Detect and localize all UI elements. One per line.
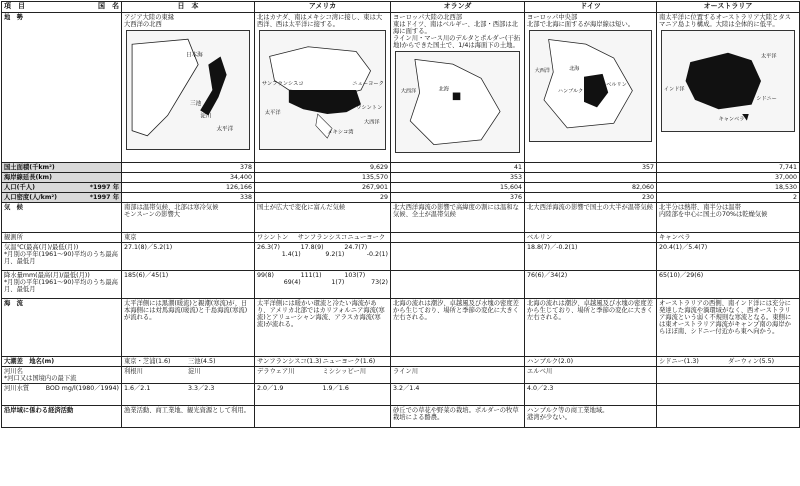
header-netherlands: オランダ xyxy=(391,2,525,13)
river-netherlands: ライン川 xyxy=(391,367,525,384)
current-germany: 北海の流れは潮汐、卓越風及び水塊の密度差から生じており、場所と季節の変化に大きく左右される。 xyxy=(525,299,657,357)
temperature-germany: 18.8(7)／-0.2(1) xyxy=(525,243,657,271)
population-japan: 126,166 xyxy=(122,182,255,192)
terrain-label: 地 勢 xyxy=(2,12,122,162)
current-australia: オーストラリアの西側、南インド洋には充分に発達した海流や渦環域がなく、西オーストラリア海流という弱く不規則な寒流となる。東側には東オーストラリア海流がキャンプ南の海岸からほぼ南、シドニー付近から東へ向かう。 xyxy=(657,299,800,357)
climate-germany: 北大西洋海流の影響で国土の大半が温帯気候 xyxy=(525,203,657,233)
terrain-japan: アジア大陸の東縁 大西洋の北西 日本海 太平洋 三池 淀川 xyxy=(122,12,255,162)
map-label-miike: 三池 xyxy=(190,101,202,108)
map-label-san-francisco: サンフランシスコ xyxy=(261,81,304,88)
rainfall-germany: 76(6)／34(2) xyxy=(525,271,657,299)
population-usa: 267,901 xyxy=(255,182,391,192)
temperature-usa: 26.3(7) 1.4(1) 17.8(9) 9.2(1) 24.7(7) -0.2(1) xyxy=(255,243,391,271)
header-usa: アメリカ xyxy=(255,2,391,13)
header-row xyxy=(2,2,800,13)
river-label: 河川名 *河口又は国境内の最下流 xyxy=(2,367,122,384)
current-japan: 太平洋側には黒潮(暖流)と親潮(寒流)が、日本海側には対馬海流(暖流)と千島海流(寒流)が流れる。 xyxy=(122,299,255,357)
economy-netherlands: 砂丘での草花や野菜の栽培。ポルダーの牧草栽培による酪農。 xyxy=(391,406,525,428)
coast-australia: 37,000 xyxy=(657,172,800,182)
coast-netherlands: 353 xyxy=(391,172,525,182)
australia-map xyxy=(661,30,795,132)
rainfall-usa: 99(8) 69(4) 111(1) 1(7) 103(7) 73(2) xyxy=(255,271,391,299)
climate-label: 気 候 xyxy=(2,203,122,233)
area-row xyxy=(2,162,800,172)
area-australia: 7,741 xyxy=(657,162,800,172)
river-germany: エルベ川 xyxy=(525,367,657,384)
density-row xyxy=(2,192,800,202)
map-label-us-pacific: 太平洋 xyxy=(264,109,281,116)
density-germany: 230 xyxy=(525,192,657,202)
river-usa: デラウェア川 ミシシッピー川 xyxy=(255,367,391,384)
map-label-new-york: ニューヨーク xyxy=(352,81,384,88)
header-japan: 日 本 xyxy=(122,2,255,13)
tide-label: 大潮差 地名(m) xyxy=(2,357,122,367)
map-label-us-atlantic: 大西洋 xyxy=(363,119,380,126)
coast-japan: 34,400 xyxy=(122,172,255,182)
density-netherlands: 376 xyxy=(391,192,525,202)
coast-row xyxy=(2,172,800,182)
temperature-australia: 20.4(1)／5.4(7) xyxy=(657,243,800,271)
header-germany: ドイツ xyxy=(525,2,657,13)
terrain-netherlands: ヨーロッパ大陸の北西部 東はドイツ、南はベルギー、北部・西部は北海に面する。 ライン川・マース川のデルタとポルダー(干拓地)からできた国土で、1/4は海面下の土地。 大西洋 北海 xyxy=(391,12,525,162)
current-netherlands: 北海の流れは潮汐、卓越風及び水塊の密度差から生じており、場所と季節の変化に大きく左右される。 xyxy=(391,299,525,357)
rainfall-label: 降水量mm(最高(月)/最低(月)) *月別の平年(1961～90)平均のうち最高月、最低月 xyxy=(2,271,122,299)
map-label-canberra: キャンベラ xyxy=(718,116,745,123)
bod-label: 河川水質 BOD mg/l(1980／1994) xyxy=(2,384,122,406)
density-australia: 2 xyxy=(657,192,800,202)
rainfall-netherlands xyxy=(391,271,525,299)
header-australia: オーストラリア xyxy=(657,2,800,13)
rainfall-australia: 65(10)／29(6) xyxy=(657,271,800,299)
netherlands-map xyxy=(395,51,520,153)
economy-japan: 漁業活動、商工業地、観光資源として利用。 xyxy=(122,406,255,428)
map-label-de-atlantic: 大西洋 xyxy=(534,67,550,74)
current-usa: 太平洋側には暖かい環流と冷たい海流があり、アメリカ北部ではカリフォルニア海流(寒流)とアリューシャン海流、アラスカ海流(寒流)が流れる。 xyxy=(255,299,391,357)
station-usa: ワシントン サンフランシスコ ニューヨーク xyxy=(255,233,391,243)
map-label-gulf: メキシコ湾 xyxy=(327,129,354,136)
map-label-berlin: ベルリン xyxy=(606,81,627,88)
coast-label: 海岸線延長(km) xyxy=(2,172,122,182)
map-label-sea-of-japan: 日本海 xyxy=(185,52,203,59)
bod-netherlands: 3.2／1.4 xyxy=(391,384,525,406)
area-label: 国土面積(千km²) xyxy=(2,162,122,172)
tide-row xyxy=(2,357,800,367)
usa-map xyxy=(259,30,386,150)
population-netherlands: 15,604 xyxy=(391,182,525,192)
population-australia: 18,530 xyxy=(657,182,800,192)
map-label-pacific: 太平洋 xyxy=(216,126,234,133)
economy-germany: ハンブルク等の商工業地域。 港湾が少ない。 xyxy=(525,406,657,428)
temperature-japan: 27.1(8)／5.2(1) xyxy=(122,243,255,271)
population-label: 人口(千人) *1997 年 xyxy=(2,182,122,192)
tide-japan: 東京・芝浦(1.6) 三池(4.5) xyxy=(122,357,255,367)
map-label-yodo: 淀川 xyxy=(200,113,212,120)
header-item-cell: 項 目 国 名 xyxy=(2,2,122,13)
area-japan: 378 xyxy=(122,162,255,172)
density-usa: 29 xyxy=(255,192,391,202)
coast-usa: 135,570 xyxy=(255,172,391,182)
tide-australia: シドニー(1.3) ダーウィン(5.5) xyxy=(657,357,800,367)
bod-australia xyxy=(657,384,800,406)
japan-map xyxy=(126,30,250,150)
temperature-netherlands xyxy=(391,243,525,271)
bod-row xyxy=(2,384,800,406)
map-label-washington: ワシントン xyxy=(356,105,383,112)
station-australia: キャンベラ xyxy=(657,233,800,243)
current-label: 海 流 xyxy=(2,299,122,357)
coast-germany xyxy=(525,172,657,182)
map-label-de-north-sea: 北海 xyxy=(569,66,580,73)
current-row xyxy=(2,299,800,357)
river-australia xyxy=(657,367,800,384)
climate-japan: 南部は温帯気候、北部は寒冷気候 モンスーンの影響大 xyxy=(122,203,255,233)
map-label-nl-atlantic: 大西洋 xyxy=(400,88,417,95)
tide-germany: ハンブルク(2.0) xyxy=(525,357,657,367)
station-germany: ベルリン xyxy=(525,233,657,243)
climate-australia: 北半分は熱帯、南半分は温帯 内陸部を中心に国土の70%は乾燥気候 xyxy=(657,203,800,233)
rainfall-row xyxy=(2,271,800,299)
terrain-australia: 南太平洋に位置するオーストラリア大陸とタスマニア島より構成。大陸は全体的に低平。 太平洋 インド洋 シドニー キャンベラ xyxy=(657,12,800,162)
tide-netherlands xyxy=(391,357,525,367)
temperature-row xyxy=(2,243,800,271)
bod-usa: 2.0／1.9 1.9／1.6 xyxy=(255,384,391,406)
area-germany: 357 xyxy=(525,162,657,172)
river-row xyxy=(2,367,800,384)
economy-label: 沿岸域に係わる経済活動 xyxy=(2,406,122,428)
area-usa: 9,629 xyxy=(255,162,391,172)
density-japan: 338 xyxy=(122,192,255,202)
economy-usa xyxy=(255,406,391,428)
station-netherlands xyxy=(391,233,525,243)
density-label: 人口密度(人/km²) *1997 年 xyxy=(2,192,122,202)
terrain-usa: 北はカナダ、南はメキシコ湾に接し、東は大西洋、西は太平洋に接する。 サンフランシスコ ワシントン ニューヨーク 太平洋 大西洋 メキシコ湾 xyxy=(255,12,391,162)
economy-australia xyxy=(657,406,800,428)
economy-row xyxy=(2,406,800,428)
map-label-hamburg: ハンブルク xyxy=(557,88,584,95)
bod-germany: 4.0／2.3 xyxy=(525,384,657,406)
river-japan: 利根川 淀川 xyxy=(122,367,255,384)
germany-map xyxy=(529,30,652,142)
climate-row xyxy=(2,203,800,233)
population-row xyxy=(2,182,800,192)
climate-netherlands: 北大西洋海流の影響で高緯度の割には温和な気候、全土が温帯気候 xyxy=(391,203,525,233)
map-label-nl-north-sea: 北海 xyxy=(438,86,449,93)
area-netherlands: 41 xyxy=(391,162,525,172)
map-label-indian-ocean: インド洋 xyxy=(663,86,685,93)
climate-usa: 国土が広大で変化に富んだ気候 xyxy=(255,203,391,233)
terrain-germany: ヨーロッパ中央部 北部で北海に面するが海岸線は短い。 大西洋 北海 ハンブルク ベルリン xyxy=(525,12,657,162)
map-label-sydney: シドニー xyxy=(756,95,777,102)
temperature-label: 気温℃(最高(月)/最低(月)) *月別の平年(1961～90)平均のうち最高月、最低月 xyxy=(2,243,122,271)
bod-japan: 1.6／2.1 3.3／2.3 xyxy=(122,384,255,406)
map-label-au-pacific: 太平洋 xyxy=(761,53,777,60)
station-label: 観測所 xyxy=(2,233,122,243)
population-germany: 82,060 xyxy=(525,182,657,192)
coastal-comparison-table xyxy=(1,1,800,428)
tide-usa: サンフランシスコ(1.3) ニューヨーク(1.6) xyxy=(255,357,391,367)
station-japan: 東京 xyxy=(122,233,255,243)
terrain-row xyxy=(2,12,800,162)
rainfall-japan: 185(6)／45(1) xyxy=(122,271,255,299)
station-row xyxy=(2,233,800,243)
